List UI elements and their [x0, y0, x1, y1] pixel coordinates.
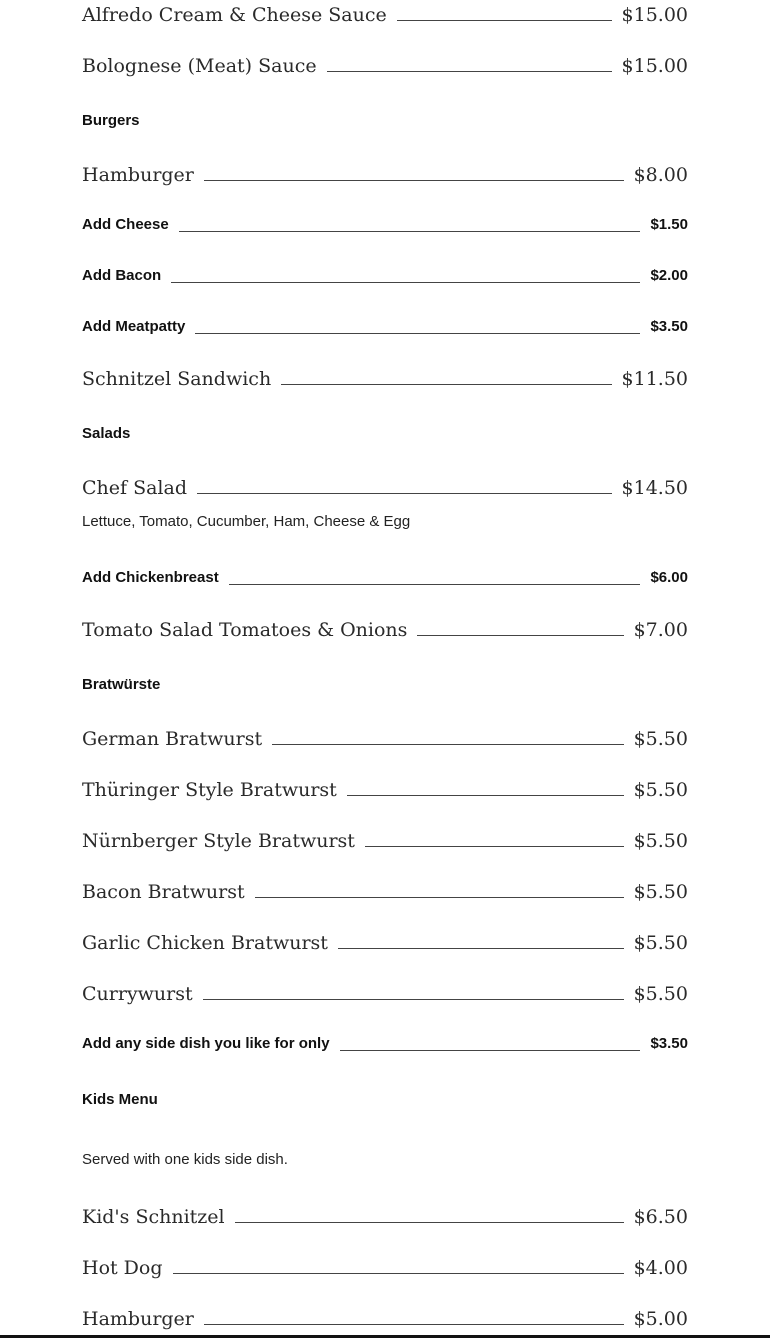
menu-item	[82, 1307, 688, 1331]
menu-item	[82, 778, 688, 802]
item-name: Kid's Schnitzel	[82, 1206, 225, 1228]
dotted-leader	[235, 1222, 624, 1223]
addon-name: Add Meatpatty	[82, 318, 186, 335]
item-price: $6.50	[633, 1206, 688, 1228]
item-price: $5.50	[633, 830, 688, 852]
menu-item	[82, 3, 688, 27]
menu-item	[82, 829, 688, 853]
dotted-leader	[327, 71, 612, 72]
menu-item	[82, 727, 688, 751]
menu-item	[82, 1256, 688, 1280]
item-name: German Bratwurst	[82, 728, 263, 750]
item-price: $8.00	[633, 164, 688, 186]
item-name: Garlic Chicken Bratwurst	[82, 932, 328, 954]
menu-item	[82, 1205, 688, 1229]
menu-item	[82, 931, 688, 955]
item-name: Hot Dog	[82, 1257, 163, 1279]
dotted-leader	[365, 846, 624, 847]
menu-item	[82, 982, 688, 1006]
addon-price: $1.50	[650, 216, 688, 233]
section-note: Served with one kids side dish.	[82, 1151, 288, 1168]
item-price: $11.50	[621, 368, 688, 390]
section-heading-burgers: Burgers	[82, 112, 140, 129]
addon-price: $3.50	[650, 1035, 688, 1052]
item-name: Bacon Bratwurst	[82, 881, 245, 903]
item-price: $14.50	[621, 477, 688, 499]
item-name: Alfredo Cream & Cheese Sauce	[82, 4, 387, 26]
addon-price: $2.00	[650, 267, 688, 284]
dotted-leader	[204, 1324, 624, 1325]
item-price: $5.50	[633, 881, 688, 903]
dotted-leader	[197, 493, 612, 494]
item-price: $15.00	[621, 4, 688, 26]
menu-addon	[82, 267, 688, 285]
item-name: Schnitzel Sandwich	[82, 368, 272, 390]
section-heading-salads: Salads	[82, 425, 131, 442]
item-name: Tomato Salad Tomatoes & Onions	[82, 619, 408, 641]
item-name: Hamburger	[82, 1308, 194, 1330]
item-name: Thüringer Style Bratwurst	[82, 779, 337, 801]
dotted-leader	[397, 20, 612, 21]
addon-price: $6.00	[650, 569, 688, 586]
menu-addon	[82, 318, 688, 336]
menu-item	[82, 880, 688, 904]
dotted-leader	[173, 1273, 624, 1274]
section-heading-bratwurste: Bratwürste	[82, 676, 161, 693]
item-name: Bolognese (Meat) Sauce	[82, 55, 317, 77]
item-price: $7.00	[633, 619, 688, 641]
menu-addon	[82, 569, 688, 587]
dotted-leader	[338, 948, 624, 949]
menu-item	[82, 54, 688, 78]
item-price: $5.50	[633, 779, 688, 801]
addon-price: $3.50	[650, 318, 688, 335]
dotted-leader	[171, 282, 640, 283]
menu-addon	[82, 1035, 688, 1053]
addon-name: Add Cheese	[82, 216, 169, 233]
menu-item	[82, 163, 688, 187]
menu-addon	[82, 216, 688, 234]
dotted-leader	[347, 795, 624, 796]
dotted-leader	[340, 1050, 641, 1051]
dotted-leader	[281, 384, 611, 385]
item-price: $5.50	[633, 932, 688, 954]
item-price: $15.00	[621, 55, 688, 77]
addon-name: Add any side dish you like for only	[82, 1035, 330, 1052]
page-bottom-divider	[0, 1335, 770, 1338]
menu-item	[82, 367, 688, 391]
dotted-leader	[179, 231, 641, 232]
addon-name: Add Bacon	[82, 267, 162, 284]
item-price: $5.50	[633, 983, 688, 1005]
item-name: Hamburger	[82, 164, 194, 186]
dotted-leader	[229, 584, 641, 585]
item-price: $4.00	[633, 1257, 688, 1279]
dotted-leader	[195, 333, 640, 334]
dotted-leader	[417, 635, 623, 636]
dotted-leader	[203, 999, 624, 1000]
menu-item	[82, 618, 688, 642]
item-price: $5.00	[633, 1308, 688, 1330]
item-description: Lettuce, Tomato, Cucumber, Ham, Cheese & Egg	[82, 513, 411, 530]
item-price: $5.50	[633, 728, 688, 750]
dotted-leader	[272, 744, 623, 745]
dotted-leader	[204, 180, 624, 181]
item-name: Currywurst	[82, 983, 193, 1005]
menu-item	[82, 476, 688, 500]
item-name: Nürnberger Style Bratwurst	[82, 830, 355, 852]
dotted-leader	[255, 897, 624, 898]
addon-name: Add Chickenbreast	[82, 569, 219, 586]
section-heading-kids-menu: Kids Menu	[82, 1091, 158, 1108]
item-name: Chef Salad	[82, 477, 188, 499]
